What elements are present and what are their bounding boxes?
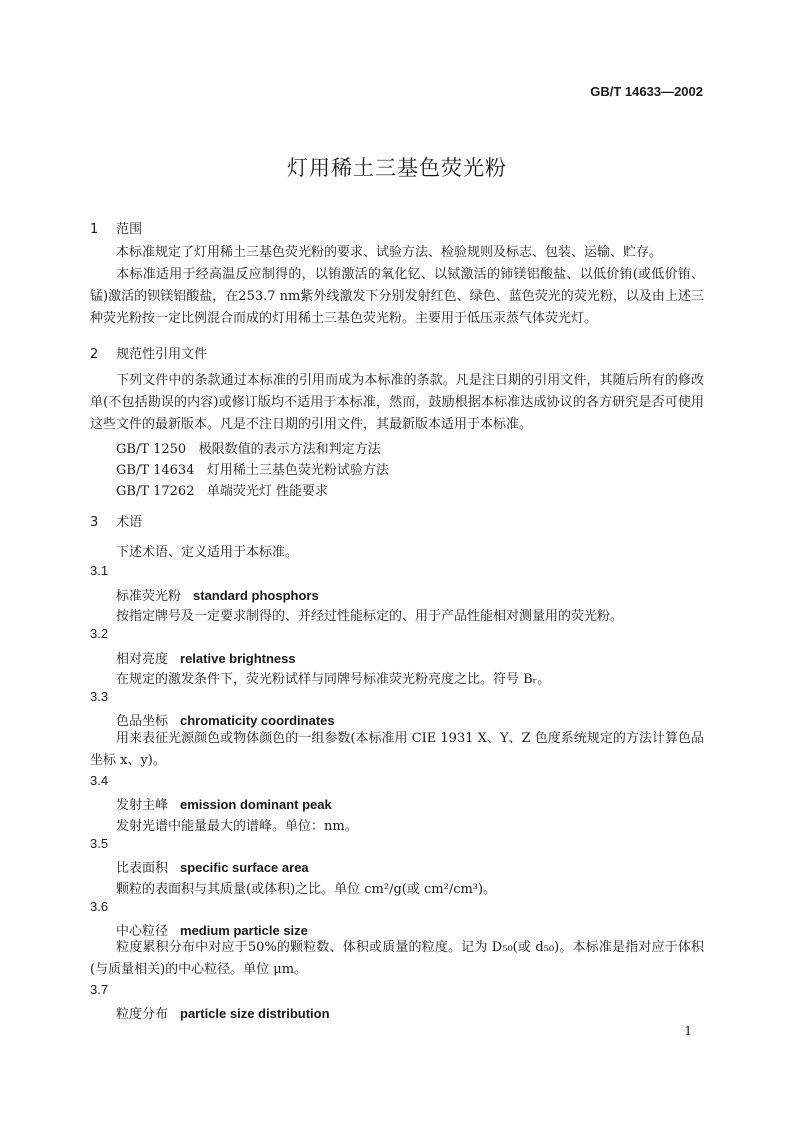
section-number: 2 [90, 347, 99, 362]
term-heading: 比表面积 specific surface area [116, 860, 309, 876]
section-3-intro: 下述术语、定义适用于本标准。 [116, 545, 299, 560]
section-title: 术语 [116, 515, 143, 530]
reference-item: GB/T 1250 极限数值的表示方法和判定方法 [116, 442, 381, 457]
term-heading: 粒度分布 particle size distribution [116, 1006, 330, 1022]
standard-number: GB/T 14633—2002 [590, 84, 703, 99]
term-definition: 按指定牌号及一定要求制得的、并经过性能标定的、用于产品性能相对测量用的荧光粉。 [116, 609, 624, 624]
page-number: 1 [684, 1024, 692, 1038]
term-definition: 发射光谱中能量最大的谱峰。单位：nm。 [116, 819, 358, 834]
term-heading: 色品坐标 chromaticity coordinates [116, 713, 335, 729]
term-definition: 粒度累积分布中对应于50%的颗粒数、体积或质量的粒度。记为 D₅₀(或 d₅₀)。本标准是指对应于体积(与质量相关)的中心粒径。单位 μm。 [90, 940, 704, 977]
section-1-paragraph-1: 本标准规定了灯用稀土三基色荧光粉的要求、试验方法、检验规则及标志、包装、运输、贮存。 [116, 245, 663, 260]
section-3-heading [90, 511, 142, 530]
reference-item: GB/T 14634 灯用稀土三基色荧光粉试验方法 [116, 463, 389, 478]
section-number: 3 [90, 515, 99, 530]
document-title: 灯用稀土三基色荧光粉 [287, 156, 507, 180]
term-heading: 相对亮度 relative brightness [116, 651, 296, 667]
term-number: 3.6 [90, 899, 109, 914]
term-number: 3.7 [90, 982, 109, 997]
term-definition: 用来表征光源颜色或物体颜色的一组参数(本标准用 CIE 1931 X、Y、Z 色度系统规定的方法计算色品坐标 x、y)。 [90, 731, 704, 768]
term-number: 3.1 [90, 563, 109, 578]
term-number: 3.4 [90, 773, 109, 788]
section-title: 规范性引用文件 [116, 347, 208, 362]
term-number: 3.2 [90, 626, 109, 641]
term-definition: 颗粒的表面积与其质量(或体积)之比。单位 cm²/g(或 cm²/cm³)。 [116, 882, 497, 897]
section-2-paragraph-1: 下列文件中的条款通过本标准的引用而成为本标准的条款。凡是注日期的引用文件，其随后所有的修改单(不包括勘误的内容)或修订版均不适用于本标准，然而，鼓励根据本标准达成协议的各方研究是否可使用这些文件的最新版本。凡是不注日期的引用文件，其最新版本适用于本标准。 [90, 373, 704, 432]
term-number: 3.5 [90, 836, 109, 851]
term-number: 3.3 [90, 689, 109, 704]
section-1-paragraph-2: 本标准适用于经高温反应制得的，以铕激活的氧化钇、以铽激活的铈镁铝酸盐、以低价铕(或低价铕、锰)激活的钡镁铝酸盐，在253.7 nm紫外线激发下分别发射红色、绿色、蓝色荧光的荧光粉，以及由上述三种荧光粉按一定比例混合而成的灯用稀土三基色荧光粉。主要用于低压汞蒸气体荧光灯。 [90, 267, 704, 326]
term-heading: 中心粒径 medium particle size [116, 923, 308, 939]
section-title: 范围 [116, 222, 143, 237]
section-1-heading [90, 218, 142, 237]
reference-item: GB/T 17262 单端荧光灯 性能要求 [116, 484, 329, 499]
section-2-heading [90, 343, 207, 362]
section-number: 1 [90, 222, 99, 237]
term-definition: 在规定的激发条件下，荧光粉试样与同牌号标准荧光粉亮度之比。符号 Bᵣ。 [116, 672, 551, 687]
term-heading: 发射主峰 emission dominant peak [116, 797, 332, 813]
term-heading: 标准荧光粉 standard phosphors [116, 588, 319, 604]
